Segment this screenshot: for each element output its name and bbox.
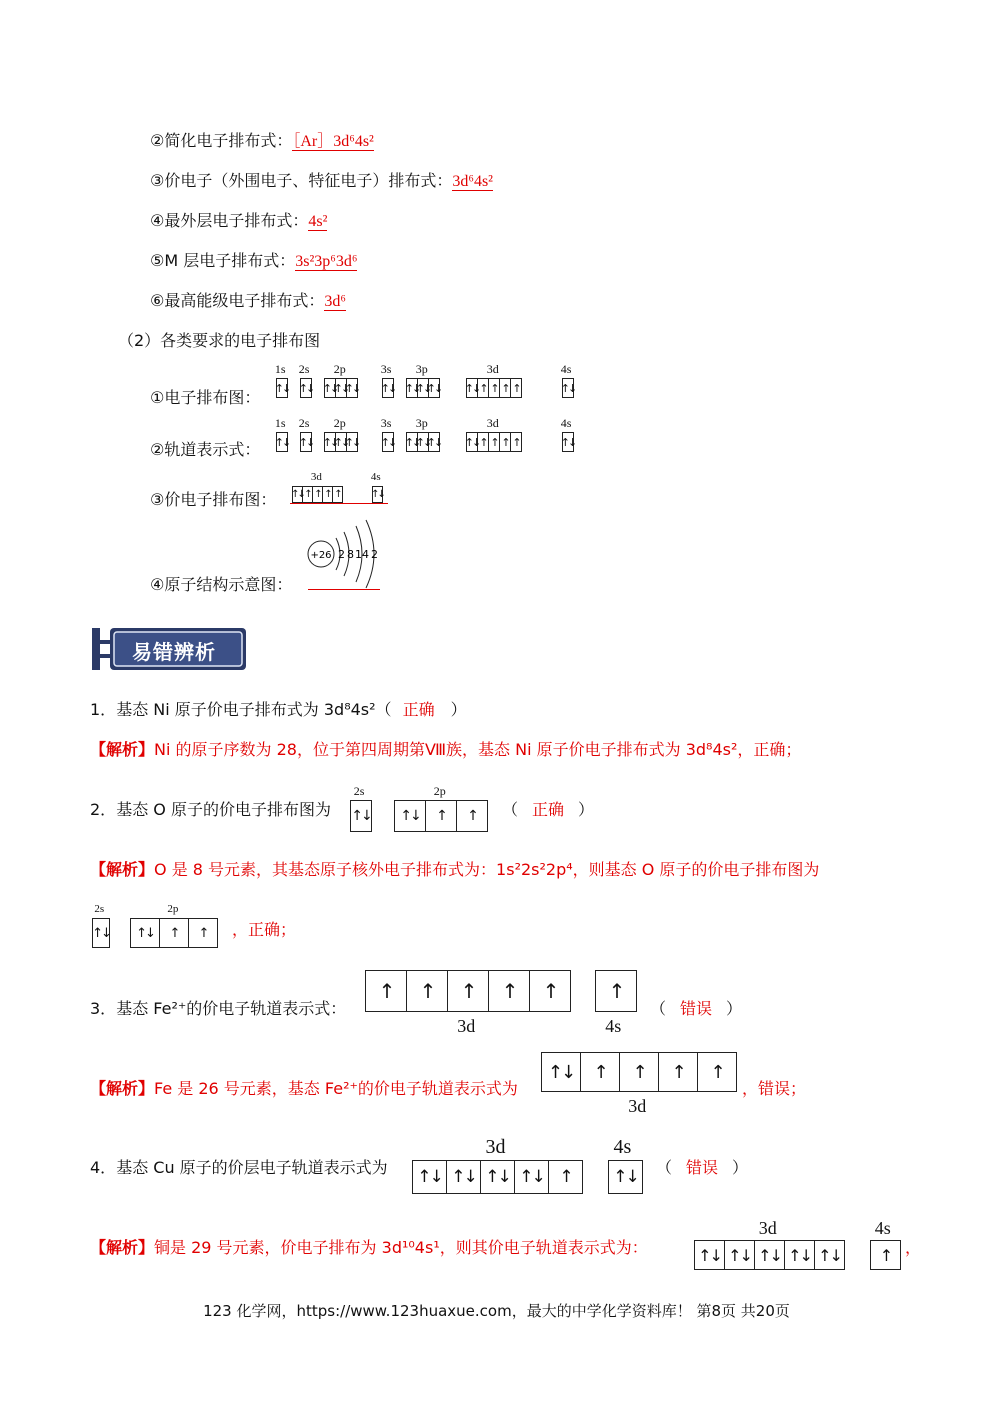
orbital-box: ↑ — [478, 432, 489, 452]
orbital-box: ↑↓ — [276, 432, 288, 452]
item-answer: 4s² — [308, 213, 328, 230]
orbital-box: ↑ — [323, 486, 333, 503]
orbital-box: ↑↓ — [429, 378, 440, 398]
analysis-tail: ，正确； — [232, 920, 297, 939]
orbital-box: ↑ — [365, 970, 407, 1012]
orbital-box: ↑↓ — [350, 800, 372, 832]
orbital-group — [292, 486, 343, 503]
analysis-text: Fe 是 26 号元素，基态 Fe²⁺的价电子轨道表示式为 — [154, 1079, 518, 1098]
orbital-box: ↑ — [511, 432, 522, 452]
orbital-label: 3d — [310, 471, 322, 483]
answer-underline — [290, 503, 388, 504]
orbital-label: 2s — [353, 784, 365, 798]
paren: ） — [450, 700, 467, 719]
orbital-box: ↑ — [595, 970, 637, 1012]
orbital-group — [406, 432, 440, 452]
diagram-label-3: ③价电子排布图： — [150, 490, 277, 509]
orbital-label: 3d — [485, 1136, 506, 1158]
orbital-box: ↑↓ — [755, 1240, 785, 1270]
orbital-box: ↑↓ — [336, 432, 347, 452]
item-answer: ［Ar］3d⁶4s² — [292, 133, 374, 150]
item-4 — [150, 208, 327, 231]
orbital-label: 3p — [415, 416, 428, 430]
item-answer: 3d⁶ — [324, 293, 346, 310]
orbital-label: 3d — [758, 1218, 777, 1238]
orbital-box: ↑ — [448, 970, 489, 1012]
analysis-tag: 【解析】 — [90, 1238, 155, 1257]
diagram-label-4: ④原子结构示意图： — [150, 575, 293, 594]
question-4 — [90, 1155, 388, 1178]
orbital-box: ↑↓ — [694, 1240, 725, 1270]
question-number: 4． — [90, 1158, 117, 1177]
orbital-box: ↑ — [489, 378, 500, 398]
answer-text: 错误 — [686, 1158, 719, 1177]
orbital-box: ↑ — [489, 432, 500, 452]
orbital-box: ↑ — [581, 1052, 620, 1092]
cu-diagram-question — [410, 1130, 650, 1196]
orbital-box: ↑↓ — [336, 378, 347, 398]
orbital-box: ↑ — [478, 378, 489, 398]
orbital-label: 3s — [380, 416, 392, 430]
orbital-label: 3d — [486, 362, 499, 376]
orbital-group — [276, 378, 288, 398]
orbital-label: 1s — [274, 416, 286, 430]
item-answer: 3d⁶4s² — [452, 173, 493, 190]
orbital-box: ↑ — [698, 1052, 737, 1092]
nucleus-charge: +26 — [310, 550, 332, 561]
analysis-text: O 是 8 号元素，其基态原子核外电子排布式为：1s²2s²2p⁴，则基态 O 原子的价电子排布图为 — [154, 860, 820, 879]
question-2 — [90, 797, 331, 820]
orbital-label: 4s — [874, 1218, 891, 1238]
orbital-group — [595, 970, 637, 1012]
orbital-group — [694, 1240, 845, 1270]
question-3-answer — [650, 996, 742, 1019]
paren: （ — [650, 999, 667, 1018]
valence-orbital-diagram — [290, 470, 390, 506]
orbital-box: ↑↓ — [382, 378, 394, 398]
orbital-box: ↑ — [457, 800, 488, 832]
orbital-box: ↑↓ — [394, 800, 426, 832]
analysis-tag: 【解析】 — [90, 860, 155, 879]
orbital-label: 1s — [274, 362, 286, 376]
orbital-label: 3s — [380, 362, 392, 376]
orbital-box: ↑↓ — [130, 918, 160, 948]
orbital-box: ↑↓ — [92, 918, 110, 948]
orbital-box: ↑↓ — [292, 486, 303, 503]
shell-count: 2 — [338, 548, 345, 561]
o-valence-diagram-answer — [90, 900, 230, 950]
orbital-group — [324, 432, 358, 452]
analysis-text: 铜是 29 号元素，价电子排布为 3d¹⁰4s¹，则其价电子轨道表示式为： — [154, 1238, 648, 1257]
paren: ） — [732, 1158, 749, 1177]
orbital-label: 2p — [433, 784, 446, 798]
orbital-box: ↑↓ — [562, 378, 574, 398]
orbital-group — [276, 432, 288, 452]
orbital-label: 2p — [333, 362, 346, 376]
fe2-diagram-answer — [541, 1052, 741, 1122]
orbital-box: ↑↓ — [447, 1160, 481, 1194]
orbital-box: ↑ — [549, 1160, 583, 1194]
orbital-group — [608, 1160, 643, 1194]
orbital-box: ↑↓ — [324, 432, 336, 452]
question-2-answer — [502, 797, 594, 820]
orbital-box: ↑ — [303, 486, 313, 503]
orbital-group — [92, 918, 110, 948]
orbital-group — [324, 378, 358, 398]
item-label: ②简化电子排布式： — [150, 131, 293, 150]
orbital-group — [130, 918, 218, 948]
paren: ） — [578, 800, 595, 819]
orbital-box: ↑↓ — [466, 432, 478, 452]
orbital-box: ↑↓ — [725, 1240, 755, 1270]
cu-diagram-answer — [692, 1214, 907, 1274]
orbital-box: ↑↓ — [347, 432, 358, 452]
orbital-label: 2s — [298, 362, 310, 376]
analysis-1 — [90, 737, 801, 760]
orbital-box: ↑↓ — [515, 1160, 549, 1194]
orbital-label: 4s — [613, 1136, 632, 1158]
atom-structure-diagram — [300, 516, 390, 592]
fe2-diagram-question — [365, 968, 645, 1042]
orbital-label: 2s — [298, 416, 310, 430]
question-3 — [90, 996, 346, 1019]
question-1 — [90, 697, 467, 720]
shell-count: 14 — [355, 548, 369, 561]
orbital-box: ↑ — [530, 970, 571, 1012]
orbital-group — [372, 486, 383, 503]
orbital-label: 2s — [94, 903, 105, 915]
orbital-box: ↑ — [489, 970, 530, 1012]
analysis-4 — [90, 1235, 648, 1258]
orbital-box: ↑↓ — [541, 1052, 581, 1092]
orbital-box: ↑↓ — [481, 1160, 515, 1194]
analysis-tail: ，错误； — [742, 1079, 807, 1098]
answer-text: 正确 — [402, 700, 435, 719]
item-label: ③价电子（外围电子、特征电子）排布式： — [150, 171, 453, 190]
orbital-group — [562, 432, 574, 452]
orbital-box: ↑↓ — [347, 378, 358, 398]
orbital-box: ↑↓ — [406, 432, 418, 452]
orbital-box: ↑ — [313, 486, 323, 503]
item-6 — [150, 288, 346, 311]
question-number: 2． — [90, 800, 117, 819]
orbital-group — [541, 1052, 737, 1092]
orbital-box: ↑↓ — [276, 378, 288, 398]
question-number: 3． — [90, 999, 117, 1018]
full-orbital-diagram-2 — [276, 414, 586, 454]
orbital-label: 4s — [560, 416, 572, 430]
orbital-box: ↑↓ — [466, 378, 478, 398]
orbital-box: ↑↓ — [300, 378, 312, 398]
orbital-label: 3d — [628, 1096, 647, 1116]
orbital-group — [300, 378, 312, 398]
question-text: 基态 Cu 原子的价层电子轨道表示式为 — [116, 1158, 388, 1177]
shell-count: 2 — [371, 548, 378, 561]
orbital-box: ↑ — [189, 918, 218, 948]
orbital-group — [394, 800, 488, 832]
orbital-group — [300, 432, 312, 452]
orbital-box: ↑ — [160, 918, 189, 948]
badge-title: 易错辨析 — [132, 640, 216, 664]
orbital-box: ↑↓ — [785, 1240, 815, 1270]
orbital-label: 3d — [457, 1016, 476, 1036]
paren: （ — [502, 800, 519, 819]
analysis-tag: 【解析】 — [90, 740, 155, 759]
orbital-box: ↑↓ — [412, 1160, 447, 1194]
orbital-box: ↑ — [511, 378, 522, 398]
question-4-answer — [656, 1155, 748, 1178]
item-label: ④最外层电子排布式： — [150, 211, 309, 230]
orbital-box: ↑↓ — [608, 1160, 643, 1194]
orbital-box: ↑ — [659, 1052, 698, 1092]
orbital-box: ↑↓ — [324, 378, 336, 398]
orbital-label: 4s — [605, 1016, 622, 1036]
orbital-label: 3d — [486, 416, 499, 430]
orbital-group — [382, 378, 394, 398]
orbital-box: ↑ — [620, 1052, 659, 1092]
question-text: 基态 O 原子的价电子排布图为 — [116, 800, 331, 819]
orbital-box: ↑ — [426, 800, 457, 832]
item-label: ⑤M 层电子排布式： — [150, 251, 296, 270]
orbital-group — [870, 1240, 901, 1270]
paren: （ — [656, 1158, 673, 1177]
o-valence-diagram — [348, 780, 498, 834]
question-number: 1． — [90, 700, 117, 719]
orbital-box: ↑↓ — [418, 378, 429, 398]
orbital-box: ↑↓ — [300, 432, 312, 452]
orbital-box: ↑↓ — [382, 432, 394, 452]
orbital-box: ↑ — [500, 378, 511, 398]
orbital-box: ↑↓ — [562, 432, 574, 452]
answer-text: 正确 — [532, 800, 565, 819]
analysis-2 — [90, 857, 819, 880]
analysis-3 — [90, 1076, 518, 1099]
orbital-box: ↑↓ — [815, 1240, 845, 1270]
orbital-group — [350, 800, 372, 832]
orbital-box: ↑ — [333, 486, 343, 503]
item-label: ⑥最高能级电子排布式： — [150, 291, 325, 310]
orbital-box: ↑ — [870, 1240, 901, 1270]
orbital-label: 4s — [370, 471, 381, 483]
orbital-label: 2p — [167, 903, 179, 915]
analysis-tag: 【解析】 — [90, 1079, 155, 1098]
full-orbital-diagram-1 — [276, 360, 586, 400]
question-text: 基态 Ni 原子价电子排布式为 3d⁸4s²（ — [116, 700, 392, 719]
page-footer: 123 化学网，https://www.123huaxue.com，最大的中学化学资料库！ 第8页 共20页 — [203, 1302, 790, 1320]
shell-count: 8 — [347, 548, 354, 561]
orbital-label: 3p — [415, 362, 428, 376]
orbital-group — [365, 970, 571, 1012]
item-answer: 3s²3p⁶3d⁶ — [295, 253, 358, 270]
orbital-group — [562, 378, 574, 398]
orbital-group — [412, 1160, 583, 1194]
analysis-tail: ， — [905, 1238, 922, 1257]
paren: ） — [726, 999, 743, 1018]
orbital-box: ↑↓ — [418, 432, 429, 452]
orbital-box: ↑ — [407, 970, 448, 1012]
orbital-label: 4s — [560, 362, 572, 376]
item-3 — [150, 168, 493, 191]
orbital-box: ↑↓ — [429, 432, 440, 452]
diagram-label-2: ②轨道表示式： — [150, 440, 261, 459]
orbital-box: ↑ — [500, 432, 511, 452]
orbital-label: 2p — [333, 416, 346, 430]
question-text: 基态 Fe²⁺的价电子轨道表示式： — [116, 999, 347, 1018]
orbital-group — [466, 378, 522, 398]
answer-underline — [308, 589, 380, 590]
item-2 — [150, 128, 374, 151]
orbital-group — [382, 432, 394, 452]
orbital-box: ↑↓ — [372, 486, 383, 503]
orbital-box: ↑↓ — [406, 378, 418, 398]
section-title: （2）各类要求的电子排布图 — [118, 331, 321, 350]
orbital-group — [406, 378, 440, 398]
item-5 — [150, 248, 357, 271]
answer-text: 错误 — [680, 999, 713, 1018]
orbital-group — [466, 432, 522, 452]
diagram-label-1: ①电子排布图： — [150, 388, 261, 407]
analysis-text: Ni 的原子序数为 28，位于第四周期第Ⅷ族，基态 Ni 原子价电子排布式为 3d⁸4s²，正确； — [154, 740, 802, 759]
